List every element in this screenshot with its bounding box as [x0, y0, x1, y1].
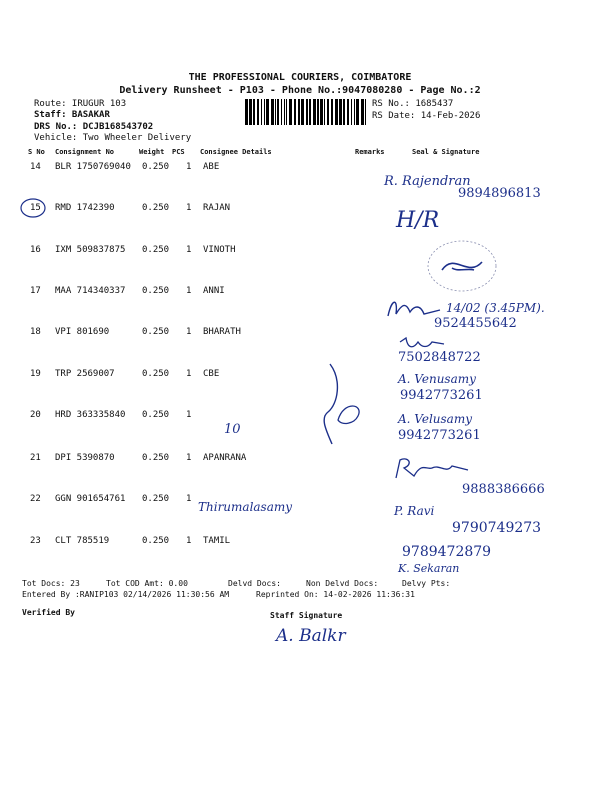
handwritten-phone: 9888386666 — [462, 482, 545, 497]
table-row — [0, 245, 600, 285]
col-sno: S No — [28, 148, 45, 156]
handwritten-phone: 9524455642 — [434, 316, 517, 331]
staff-signature-label: Staff Signature — [270, 611, 343, 620]
col-pcs: PCS — [172, 148, 185, 156]
row-consignee: CBE — [203, 369, 220, 379]
row-consignment: HRD 363335840 — [55, 410, 126, 420]
handwritten-phone: 9894896813 — [458, 186, 541, 201]
handwritten-name: A. Velusamy — [398, 412, 472, 426]
row-consignee: VINOTH — [203, 245, 236, 255]
row-pcs: 1 — [186, 162, 192, 172]
row-consignment: BLR 1750769040 — [55, 162, 131, 172]
handwritten-name: P. Ravi — [394, 504, 435, 518]
row-weight: 0.250 — [142, 494, 170, 504]
row-pcs: 1 — [186, 494, 192, 504]
row-pcs: 1 — [186, 536, 192, 546]
runsheet-subtitle: Delivery Runsheet - P103 - Phone No.:9047080280 - Page No.:2 — [119, 85, 481, 96]
row-pcs: 1 — [186, 327, 192, 337]
signature-scribble — [308, 360, 368, 450]
row-consignee: APANRANA — [203, 453, 247, 463]
reprinted-on: Reprinted On: 14-02-2026 11:36:31 — [256, 590, 415, 599]
tot-docs: Tot Docs: 23 — [22, 579, 80, 588]
signature-scribble — [392, 454, 472, 482]
row-sno: 22 — [30, 494, 41, 504]
rs-date-label: RS Date: 14-Feb-2026 — [372, 111, 481, 121]
row-pcs: 1 — [186, 410, 192, 420]
drs-label: DRS No.: DCJB168543702 — [34, 122, 154, 132]
row-sno: 15 — [30, 203, 41, 213]
row-weight: 0.250 — [142, 286, 170, 296]
row-consignment: TRP 2569007 — [55, 369, 115, 379]
row-pcs: 1 — [186, 453, 192, 463]
row-weight: 0.250 — [142, 162, 170, 172]
col-consignee: Consignee Details — [200, 148, 272, 156]
handwritten-note: 14/02 (3.45PM). — [446, 301, 545, 315]
table-row — [0, 203, 600, 243]
row-sno: 21 — [30, 453, 41, 463]
handwritten-phone: 9789472879 — [402, 544, 492, 560]
row-weight: 0.250 — [142, 327, 170, 337]
row-consignee: TAMIL — [203, 536, 231, 546]
row-consignment: CLT 785519 — [55, 536, 110, 546]
route-label: Route: IRUGUR 103 — [34, 99, 127, 109]
tot-cod: Tot COD Amt: 0.00 — [106, 579, 188, 588]
row-consignment: RMD 1742390 — [55, 203, 115, 213]
handwritten-name: K. Sekaran — [398, 562, 460, 575]
handwritten-name: A. Venusamy — [398, 372, 476, 386]
col-remarks: Remarks — [355, 148, 385, 156]
barcode — [244, 99, 368, 125]
handwritten-phone: 9790749273 — [452, 520, 542, 536]
row-consignee: RAJAN — [203, 203, 231, 213]
col-consignment: Consignment No — [55, 148, 115, 156]
table-row — [0, 536, 600, 576]
row-sno: 14 — [30, 162, 41, 172]
delvd-docs: Delvd Docs: — [228, 579, 281, 588]
handwritten-consignee: Thirumalasamy — [198, 500, 293, 514]
row-weight: 0.250 — [142, 453, 170, 463]
verified-by: Verified By — [22, 608, 75, 617]
row-sno: 16 — [30, 245, 41, 255]
handwritten-phone: 9942773261 — [398, 428, 481, 443]
handwritten-sign: R. Rajendran — [384, 174, 471, 189]
seal-stamp — [424, 238, 500, 294]
delvy-pts: Delvy Pts: — [402, 579, 451, 588]
table-row — [0, 369, 600, 409]
row-consignment: VPI 801690 — [55, 327, 110, 337]
handwritten-mark: H/R — [396, 208, 440, 233]
row-weight: 0.250 — [142, 410, 170, 420]
row-pcs: 1 — [186, 369, 192, 379]
row-consignment: DPI 5390870 — [55, 453, 115, 463]
col-seal-signature: Seal & Signature — [412, 148, 480, 156]
row-weight: 0.250 — [142, 536, 170, 546]
row-pcs: 1 — [186, 203, 192, 213]
col-weight: Weight — [139, 148, 165, 156]
row-pcs: 1 — [186, 245, 192, 255]
row-weight: 0.250 — [142, 245, 170, 255]
company-title: THE PROFESSIONAL COURIERS, COIMBATORE — [188, 72, 412, 83]
entered-by: Entered By :RANIP103 02/14/2026 11:30:56 AM — [22, 590, 230, 599]
row-sno: 19 — [30, 369, 41, 379]
table-row — [0, 327, 600, 367]
row-consignee: BHARATH — [203, 327, 241, 337]
vehicle-label: Vehicle: Two Wheeler Delivery — [34, 133, 192, 143]
table-row — [0, 410, 600, 450]
handwritten-mark: 10 — [224, 422, 241, 437]
handwritten-phone: 9942773261 — [400, 388, 483, 403]
row-consignee: ABE — [203, 162, 220, 172]
row-sno: 20 — [30, 410, 41, 420]
row-consignment: GGN 901654761 — [55, 494, 126, 504]
row-weight: 0.250 — [142, 369, 170, 379]
row-sno: 17 — [30, 286, 41, 296]
row-sno: 23 — [30, 536, 41, 546]
handwritten-phone: 7502848722 — [398, 350, 481, 365]
non-delvd-docs: Non Delvd Docs: — [306, 579, 379, 588]
staff-signature: A. Balkr — [276, 626, 346, 646]
staff-label: Staff: BASAKAR — [34, 110, 110, 120]
row-consignment: MAA 714340337 — [55, 286, 126, 296]
row-weight: 0.250 — [142, 203, 170, 213]
row-sno: 18 — [30, 327, 41, 337]
row-pcs: 1 — [186, 286, 192, 296]
row-consignee: ANNI — [203, 286, 225, 296]
rs-no-label: RS No.: 1685437 — [372, 99, 454, 109]
circle-mark — [18, 196, 48, 220]
row-consignment: IXM 509837875 — [55, 245, 126, 255]
